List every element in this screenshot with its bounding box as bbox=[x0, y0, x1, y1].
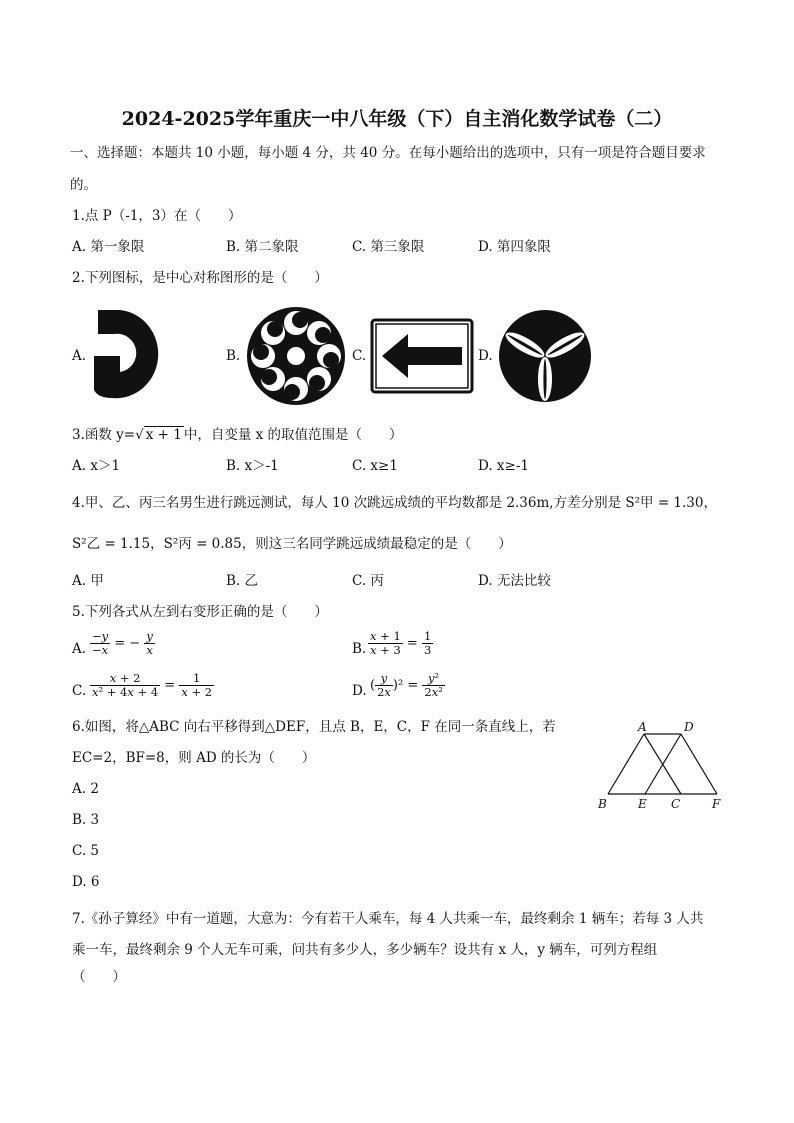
q2-option-c: C. bbox=[352, 348, 367, 364]
q1-option-d: D. 第四象限 bbox=[478, 239, 551, 255]
q7-line3: （ ） bbox=[72, 969, 126, 985]
q6-option-c: C. 5 bbox=[72, 843, 100, 859]
q5-option-b-formula: $\frac{x + 1}{x + 3}$ = $\frac{1}{3}$ bbox=[370, 629, 432, 657]
q4-option-d: D. 无法比较 bbox=[478, 573, 551, 589]
q2-stem: 2.下列图标，是中心对称图形的是（ ） bbox=[72, 270, 328, 286]
q5-option-b-label: B. bbox=[352, 641, 367, 657]
q4-option-a: A. 甲 bbox=[72, 573, 104, 589]
q6-option-b: B. 3 bbox=[72, 812, 100, 828]
q2-option-d: D. bbox=[478, 348, 493, 364]
q4-option-c: C. 丙 bbox=[352, 573, 384, 589]
section-heading-line1: 一、选择题：本题共 10 小题，每小题 4 分，共 40 分。在每小题给出的选项中，只有一项是符合题目要求 bbox=[70, 145, 706, 161]
page-title: 2024-2025学年重庆一中八年级（下）自主消化数学试卷（二） bbox=[121, 108, 673, 130]
fig-label-b: B bbox=[598, 797, 607, 811]
q1-stem: 1.点 P（-1，3）在（ ） bbox=[72, 208, 242, 224]
q7-line2: 乘一车，最终剩余 9 个人无车可乘，问共有多少人，多少辆车？设共有 x 人，y 辆车，可列方程组 bbox=[72, 942, 658, 958]
fig-label-f: F bbox=[712, 797, 721, 811]
fig-label-e: E bbox=[638, 797, 647, 811]
q3-option-d: D. x≥-1 bbox=[478, 458, 530, 474]
q3-stem: 3.函数 y=√ x + 1 中，自变量 x 的取值范围是（ ） bbox=[72, 427, 403, 443]
q5-option-c-formula: $\frac{x + 2}{\text{x² + 4x + 4}}$ = $\frac{1}{x + 2}$ bbox=[92, 671, 213, 699]
pinwheel-icon bbox=[245, 304, 347, 408]
q5-option-d-label: D. bbox=[352, 683, 367, 699]
q6-line2: EC=2，BF=8，则 AD 的长为（ ） bbox=[72, 750, 316, 766]
q3-stem-pre: 3.函数 y= bbox=[72, 427, 136, 443]
q1-option-a: A. 第一象限 bbox=[72, 239, 145, 255]
left-arrow-sign-icon bbox=[370, 318, 474, 394]
q5-option-c-label: C. bbox=[72, 683, 87, 699]
q5-stem: 5.下列各式从左到右变形正确的是（ ） bbox=[72, 604, 328, 620]
section-heading-line2: 的。 bbox=[70, 177, 97, 193]
three-petal-icon bbox=[497, 305, 593, 407]
q5-option-d-formula: ( $\frac{y}{2x}$ )² = $\frac{\text{y²}}{\text{2x²}}$ bbox=[370, 671, 443, 699]
fig-label-a: A bbox=[638, 720, 647, 734]
q5-option-a-label: A. bbox=[72, 641, 87, 657]
q3-option-b: B. x＞-1 bbox=[226, 458, 279, 474]
q7-line1: 7.《孙子算经》中有一道题，大意为：今有若干人乘车，每 4 人共乘一车，最终剩余 1 辆车；若每 3 人共 bbox=[72, 911, 704, 927]
fig-label-c: C bbox=[671, 797, 681, 811]
q6-line1: 6.如图，将△ABC 向右平移得到△DEF，且点 B，E，C，F 在同一条直线上，若 bbox=[72, 719, 556, 735]
q3-radicand: x + 1 bbox=[145, 427, 182, 443]
q1-option-c: C. 第三象限 bbox=[352, 239, 425, 255]
q6-option-a: A. 2 bbox=[72, 781, 99, 797]
translated-triangles-figure bbox=[590, 716, 730, 816]
q4-line1: 4.甲、乙、丙三名男生进行跳远测试，每人 10 次跳远成绩的平均数都是 2.36m,方差分别是 S²甲 = 1.30， bbox=[72, 495, 717, 511]
q6-option-d: D. 6 bbox=[72, 874, 100, 890]
fig-label-d: D bbox=[684, 720, 694, 734]
q2-option-a: A. bbox=[72, 348, 87, 364]
q3-option-a: A. x＞1 bbox=[72, 458, 121, 474]
q3-stem-post: 中，自变量 x 的取值范围是（ ） bbox=[183, 427, 403, 443]
q3-option-c: C. x≥1 bbox=[352, 458, 398, 474]
q5-option-a-formula: $\frac{-y}{-x}$ = − $\frac{y}{x}$ bbox=[92, 629, 153, 657]
q4-option-b: B. 乙 bbox=[226, 573, 259, 589]
spiral-d-icon bbox=[90, 306, 172, 406]
q1-option-b: B. 第二象限 bbox=[226, 239, 299, 255]
q4-line2: S²乙 = 1.15，S²丙 = 0.85，则这三名同学跳远成绩最稳定的是（ ） bbox=[72, 536, 512, 552]
q2-option-b: B. bbox=[226, 348, 241, 364]
